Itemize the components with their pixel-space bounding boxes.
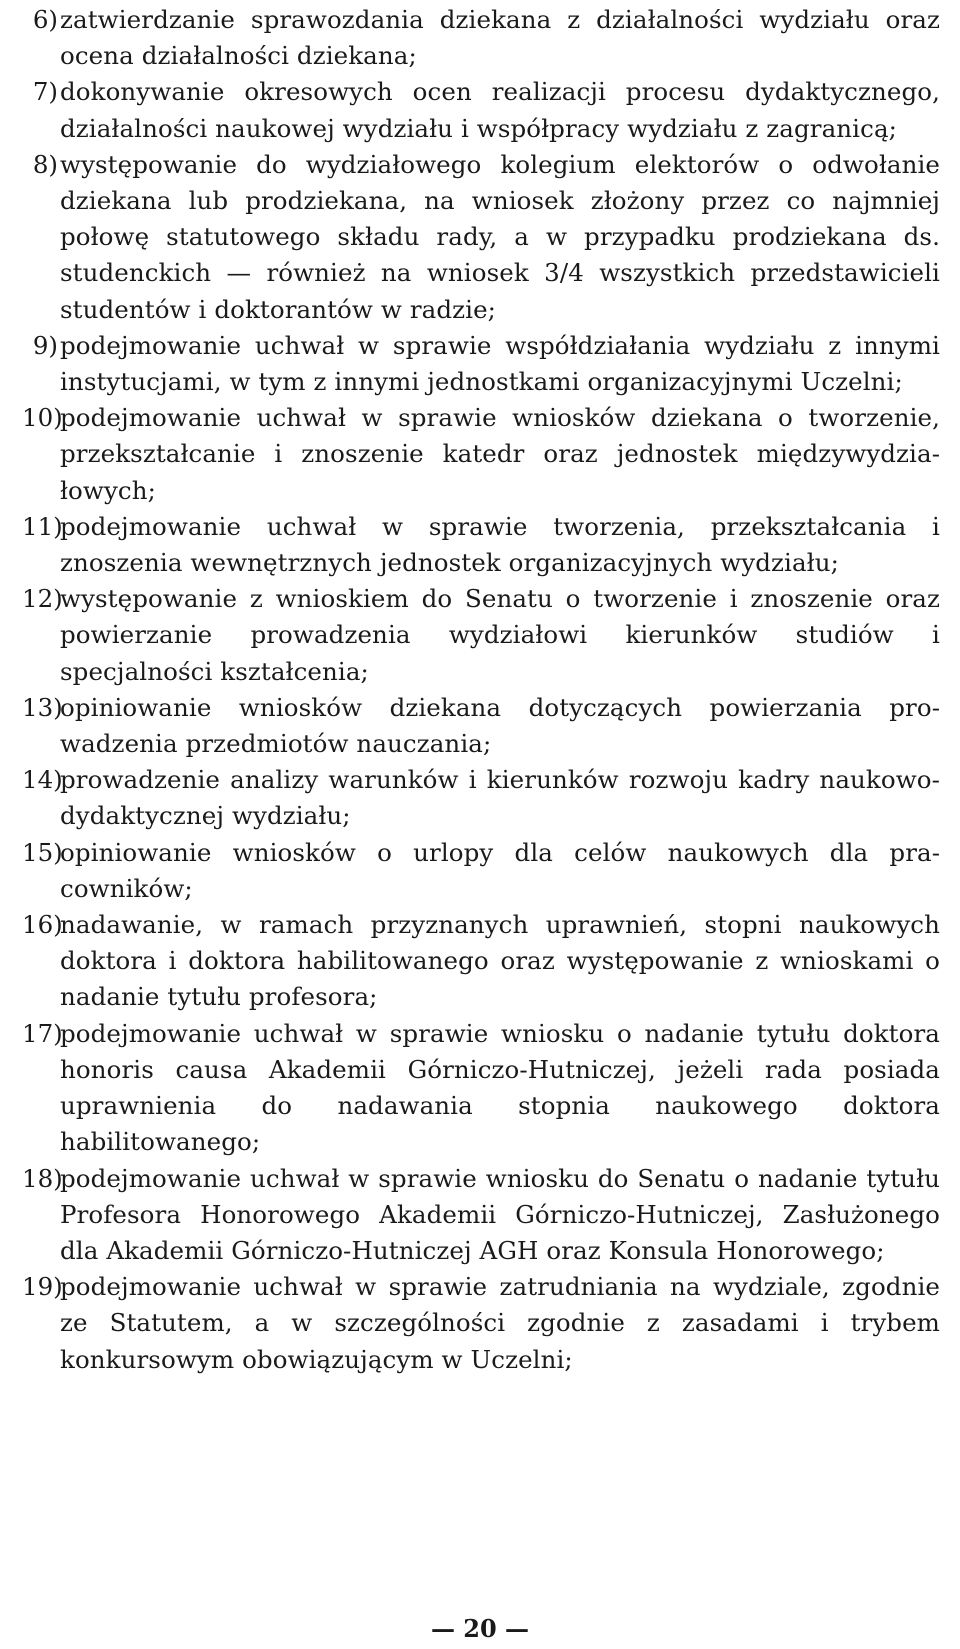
item-text: dokonywanie okresowych ocen realizacji procesu dydaktycznego, działalności naukowej wydziału i współpracy wydziału z zagranicą;	[60, 77, 940, 143]
item-number: 18)	[22, 1163, 63, 1193]
item-number: 11)	[22, 511, 63, 541]
item-text: zatwierdzanie sprawozdania dziekana z działalności wydziału oraz ocena działalności dziekana;	[60, 5, 940, 71]
item-text: podejmowanie uchwał w sprawie wniosku o nadanie tytułu doktora honoris causa Akademii Górniczo-Hutniczej, jeżeli rada posiada uprawnienia do nadawania stopnia naukowego doktora habilitowanego;	[60, 1018, 940, 1157]
item-number: 10)	[22, 403, 63, 433]
item-text: podejmowanie uchwał w sprawie tworzenia, przekształcania i znoszenia wewnętrznych jednostek organizacyjnych wydziału;	[60, 511, 940, 578]
list-item	[22, 907, 940, 1016]
list-item	[22, 1016, 940, 1161]
item-number: 7)	[32, 77, 58, 107]
item-text: opiniowanie wniosków dziekana dotyczących powierzania prowadzenia przedmiotów nauczania;	[60, 692, 940, 759]
item-number: 16)	[22, 910, 63, 940]
list-item	[22, 147, 940, 328]
item-number: 6)	[32, 5, 58, 34]
item-number: 14)	[22, 765, 63, 795]
list-item	[22, 2, 940, 74]
list-item	[22, 509, 940, 581]
item-number: 8)	[32, 149, 58, 179]
list-item	[22, 400, 940, 509]
item-text: prowadzenie analizy warunków i kierunków rozwoju kadry naukowo-dydaktycznej wydziału;	[60, 765, 940, 831]
item-number: 19)	[22, 1272, 63, 1302]
item-number: 13)	[22, 692, 63, 722]
item-text: podejmowanie uchwał w sprawie współdziałania wydziału z innymi instytucjami, w tym z innymi jednostkami organizacyjnymi Uczelni;	[60, 330, 940, 397]
list-item	[22, 328, 940, 400]
item-text: podejmowanie uchwał w sprawie zatrudniania na wydziale, zgodnie ze Statutem, a w szczególności zgodnie z zasadami i trybem konkursowym obowiązującym w Uczelni;	[60, 1272, 940, 1374]
numbered-list	[22, 2, 940, 1378]
item-number: 17)	[22, 1018, 63, 1048]
item-text: występowanie z wnioskiem do Senatu o tworzenie i znoszenie oraz powierzanie prowadzenia wydziałowi kierunków studiów i specjalności kształcenia;	[60, 584, 940, 686]
item-number: 9)	[32, 330, 58, 360]
item-number: 15)	[22, 837, 63, 867]
item-text: podejmowanie uchwał w sprawie wniosku do Senatu o nadanie tytułu Profesora Honorowego Akademii Górniczo-Hutniczej, Zasłużonego dla Akademii Górniczo-Hutniczej AGH oraz Konsula Honorowego;	[60, 1163, 940, 1265]
item-text: występowanie do wydziałowego kolegium elektorów o odwołanie dziekana lub prodziekana, na wniosek złożony przez co najmniej połowę statutowego składu rady, a w przypadku prodziekana ds. studenckich — również na wniosek 3/4 wszystkich przedstawicieli studentów i doktorantów w radzie;	[60, 149, 940, 324]
list-item	[22, 1161, 940, 1270]
item-text: podejmowanie uchwał w sprawie wniosków dziekana o tworzenie, przekształcanie i znoszenie katedr oraz jednostek międzywydziałowych;	[60, 403, 940, 505]
item-text: nadawanie, w ramach przyznanych uprawnień, stopni naukowych doktora i doktora habilitowanego oraz występowanie z wnioskami o nadanie tytułu profesora;	[60, 910, 940, 1012]
list-item	[22, 74, 940, 146]
list-item	[22, 835, 940, 907]
list-item	[22, 1269, 940, 1378]
page-number: — 20 —	[430, 1614, 530, 1643]
item-number: 12)	[22, 584, 63, 614]
item-text: opiniowanie wniosków o urlopy dla celów naukowych dla pracowników;	[60, 837, 940, 903]
list-item	[22, 581, 940, 690]
list-item	[22, 762, 940, 834]
list-item	[22, 690, 940, 762]
